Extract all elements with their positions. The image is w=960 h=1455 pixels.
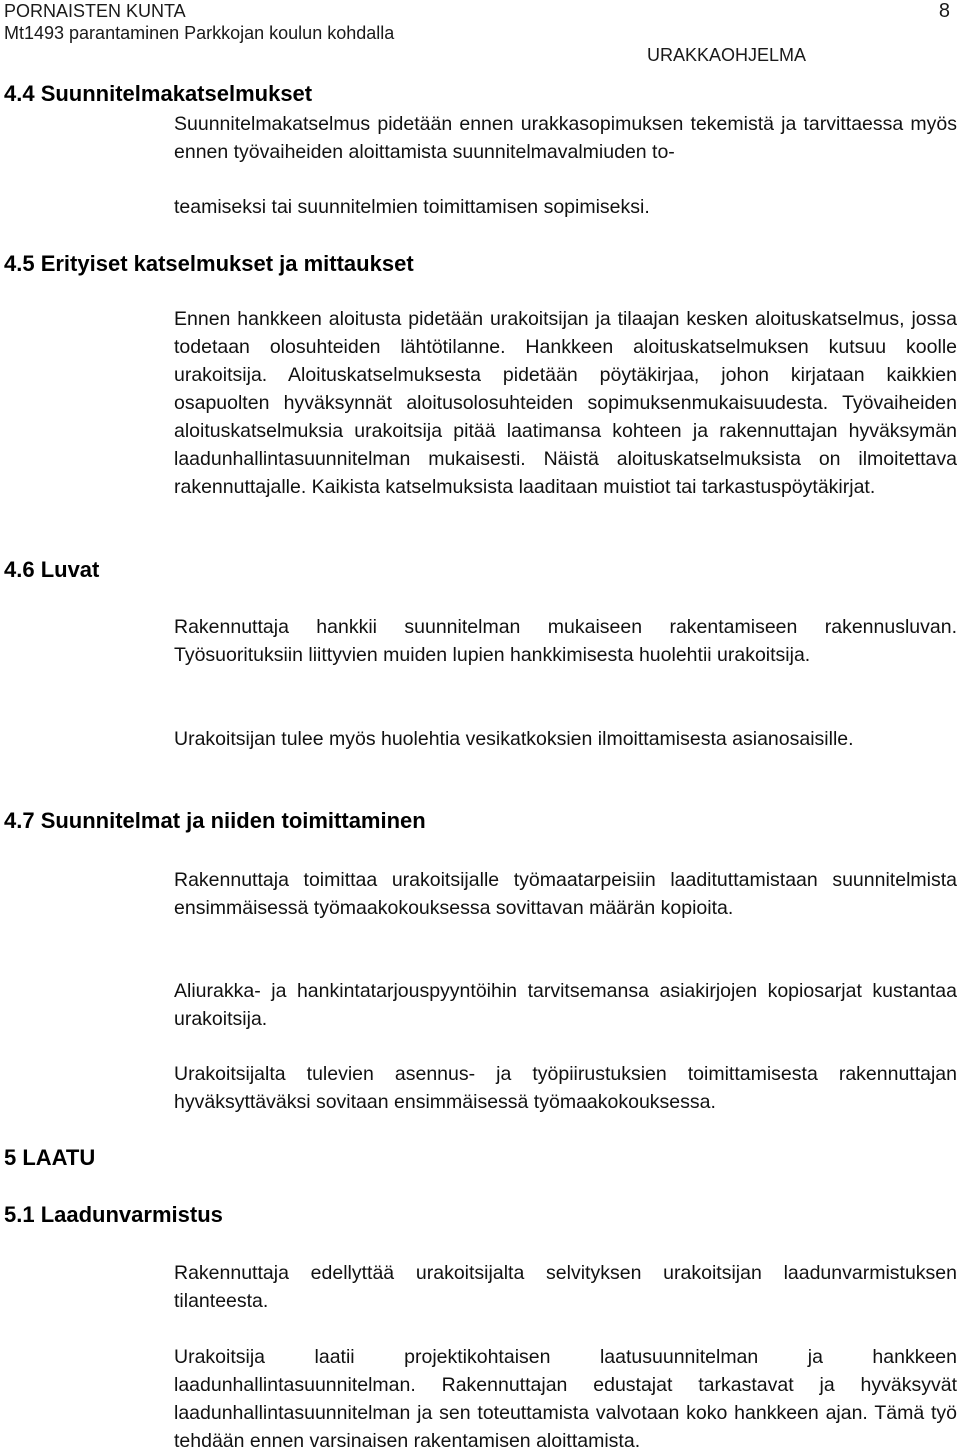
section-4-7-paragraph-1: Rakennuttaja toimittaa urakoitsijalle työmaatarpeisiin laadituttamistaan suunnitelmista ensimmäisessä työmaakokouksessa sovittavan määrän kopioita. [174,869,957,919]
section-4-6-paragraph-2: Urakoitsijan tulee myös huolehtia vesikatkoksien ilmoittamisesta asianosaisille. [174,728,854,750]
section-4-7-paragraph-3: Urakoitsijalta tulevien asennus- ja työpiirustuksien toimittamisesta rakennuttajan hyväksyttäväksi sovitaan ensimmäisessä työmaakokouksessa. [174,1063,957,1113]
section-4-6-heading: 4.6 Luvat [4,557,100,582]
section-4-5-paragraph: Ennen hankkeen aloitusta pidetään urakoitsijan ja tilaajan kesken aloituskatselmus, jossa todetaan olosuhteiden lähtötilanne. Hankkeen aloituskatselmuksen kutsuu koolle urakoitsija. Aloituskatselmuksesta pidetään pöytäkirjaa, johon kirjataan kaikkien osapuolten hyväksynnät aloitusolosuhteiden sopimuksenmukaisuudesta. Työvaiheiden aloituskatselmuksia urakoitsija pitää laatimansa kohteen ja rakennuttajan hyväksymän laadunhallintasuunnitelman mukaisesti. Näistä aloituskatselmuksista on ilmoitettava rakennuttajalle. Kaikista katselmuksista laaditaan muistiot tai tarkastuspöytäkirjat. [174,308,957,498]
section-5-1-heading: 5.1 Laadunvarmistus [4,1202,223,1227]
section-4-7-heading: 4.7 Suunnitelmat ja niiden toimittaminen [4,808,426,833]
header-organization: PORNAISTEN KUNTA [4,1,186,21]
header-project-title: Mt1493 parantaminen Parkkojan koulun kohdalla [4,23,395,43]
section-4-5-heading: 4.5 Erityiset katselmukset ja mittaukset [4,251,414,276]
section-4-6-paragraph-1: Rakennuttaja hankkii suunnitelman mukaiseen rakentamiseen rakennusluvan. Työsuorituksiin liittyvien muiden lupien hankkimisesta huolehtii urakoitsija. [174,616,957,666]
section-4-7-paragraph-2: Aliurakka- ja hankintatarjouspyyntöihin tarvitsemansa asiakirjojen kopiosarjat kustantaa urakoitsija. [174,980,957,1030]
section-5-1-paragraph-1: Rakennuttaja edellyttää urakoitsijalta selvityksen urakoitsijan laadunvarmistuksen tilanteesta. [174,1262,957,1312]
section-5-1-paragraph-2: Urakoitsija laatii projektikohtaisen laatusuunnitelman ja hankkeen laadunhallintasuunnitelman. Rakennuttajan edustajat tarkastavat ja hyväksyvät laadunhallintasuunnitelman ja sen toteuttamista valvotaan koko hankkeen ajan. Tämä työ tehdään ennen varsinaisen rakentamisen aloittamista. [174,1346,957,1452]
header-document-type: URAKKAOHJELMA [646,45,806,65]
section-5-heading: 5 LAATU [4,1145,96,1170]
section-4-4-paragraph: Suunnitelmakatselmus pidetään ennen urakkasopimuksen tekemistä ja tarvittaessa myös ennen työvaiheiden aloittamista suunnitelmavalmiuden to- [174,113,957,163]
page-number: 8 [938,0,950,22]
section-4-4-heading: 4.4 Suunnitelmakatselmukset [4,81,313,106]
section-4-4-paragraph-continued: teamiseksi tai suunnitelmien toimittamisen sopimiseksi. [174,196,650,218]
